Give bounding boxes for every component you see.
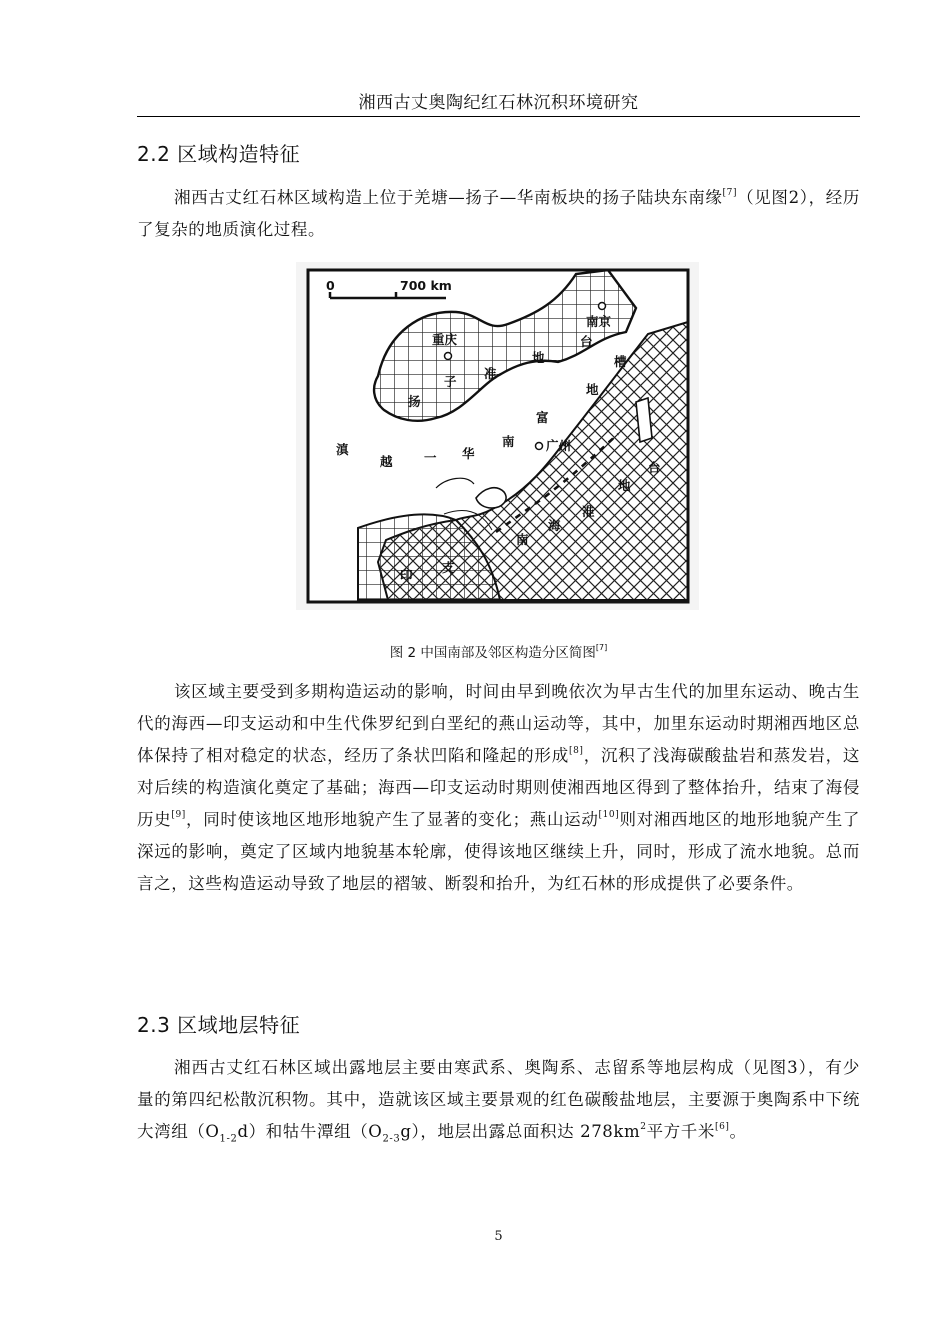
label-yangtze-5: 台: [580, 334, 593, 349]
label-indochina-2: 支: [442, 560, 455, 575]
caption-text: 图 2 中国南部及邻区构造分区简图: [389, 645, 596, 661]
citation-ref: [8]: [568, 746, 584, 756]
label-chongqing: 重庆: [432, 332, 458, 347]
label-south-sea-4: 地: [618, 478, 631, 493]
citation-ref: [7]: [722, 188, 738, 198]
label-yangtze-4: 地: [532, 350, 545, 365]
label-guangzhou: 广州: [546, 438, 572, 453]
paragraph-2-2-intro: [137, 182, 860, 246]
text-span: 平方千米: [646, 1122, 715, 1141]
text-span: 该区域主要受到多期构造运动的影响，时间由早到晚依次为早古生代的加里东运动、晚古生代的海西—印支运动和中生代侏罗纪到白垩纪的燕山运动等，其中，加里东运动时期湘西地区总体保持了相对稳定的状态，经历了条状凹陷和隆起的形成: [137, 682, 860, 765]
text-span: d）和牯牛潭组（O: [237, 1122, 383, 1141]
label-cathaysia-1: 滇: [336, 442, 349, 457]
paragraph-2-3-strata: [137, 1052, 860, 1148]
label-cathaysia-5: 南: [502, 434, 515, 449]
text-span: ，同时使该地区地形地貌产生了显著的变化；燕山运动: [185, 810, 599, 829]
scale-label: 700 km: [400, 278, 452, 293]
running-header: 湘西古丈奥陶纪红石林沉积环境研究: [137, 88, 860, 117]
scale-zero: 0: [326, 278, 335, 293]
paragraph-2-2-tectonics: [137, 676, 860, 900]
label-yangtze-2: 子: [444, 374, 457, 389]
label-nanjing: 南京: [586, 314, 612, 329]
text-span: ，沉积了浅海碳酸盐岩和蒸发岩，这对后续的构造演化奠定了基础；海西—印支运动时期则使湘西地区得到了整体抬升，结束了海侵历史: [137, 746, 860, 829]
label-yangtze-3: 准: [484, 366, 497, 381]
label-cathaysia-6: 富: [536, 410, 549, 425]
citation-ref: [9]: [171, 810, 186, 820]
tectonic-map-figure: [296, 262, 699, 610]
text-span: 。: [729, 1122, 747, 1141]
citation-ref: [6]: [714, 1122, 730, 1132]
text-span: （见图2），经历了复杂的地质演化过程。: [137, 188, 860, 239]
label-cathaysia-7: 地: [586, 382, 599, 397]
nanjing-marker: [599, 303, 606, 310]
citation-ref: [7]: [595, 643, 608, 652]
chongqing-marker: [445, 353, 452, 360]
text-span: g），地层出露总面积达 278km: [400, 1122, 641, 1141]
text-span: 湘西古丈红石林区域出露地层主要由寒武系、奥陶系、志留系等地层构成（见图3），有少量的第四纪松散沉积物。其中，造就该区域主要景观的红色碳酸盐地层，主要源于奥陶系中下统大湾组（O: [137, 1058, 860, 1141]
guangzhou-marker: [536, 443, 543, 450]
tectonic-map: [296, 262, 699, 610]
citation-ref: [10]: [598, 810, 620, 820]
label-taiwan: 台: [648, 460, 661, 475]
page-number: 5: [494, 1229, 503, 1244]
section-heading-2-3: 2.3 区域地层特征: [137, 1013, 301, 1037]
label-cathaysia-8: 槽: [614, 354, 627, 369]
label-south-sea-1: 南: [516, 532, 529, 547]
section-heading-2-2: 2.2 区域构造特征: [137, 142, 301, 166]
label-cathaysia-2: 越: [380, 454, 393, 469]
subscript: 2-3: [382, 1133, 401, 1145]
label-yangtze-1: 扬: [408, 394, 421, 409]
figure-caption: [137, 641, 860, 661]
superscript: 2: [640, 1122, 647, 1132]
label-indochina-1: 印: [400, 568, 413, 583]
label-cathaysia-4: 华: [462, 446, 475, 461]
label-cathaysia-3: 一: [424, 450, 437, 465]
text-span: 湘西古丈红石林区域构造上位于羌塘—扬子—华南板块的扬子陆块东南缘: [174, 188, 723, 207]
label-south-sea-3: 准: [582, 504, 595, 519]
text-span: 则对湘西地区的地形地貌产生了深远的影响，奠定了区域内地貌基本轮廓，使得该地区继续上升，同时，形成了流水地貌。总而言之，这些构造运动导致了地层的褶皱、断裂和抬升，为红石林的形成提供了必要条件。: [137, 810, 860, 893]
subscript: 1-2: [219, 1133, 238, 1145]
label-south-sea-2: 海: [548, 518, 561, 533]
